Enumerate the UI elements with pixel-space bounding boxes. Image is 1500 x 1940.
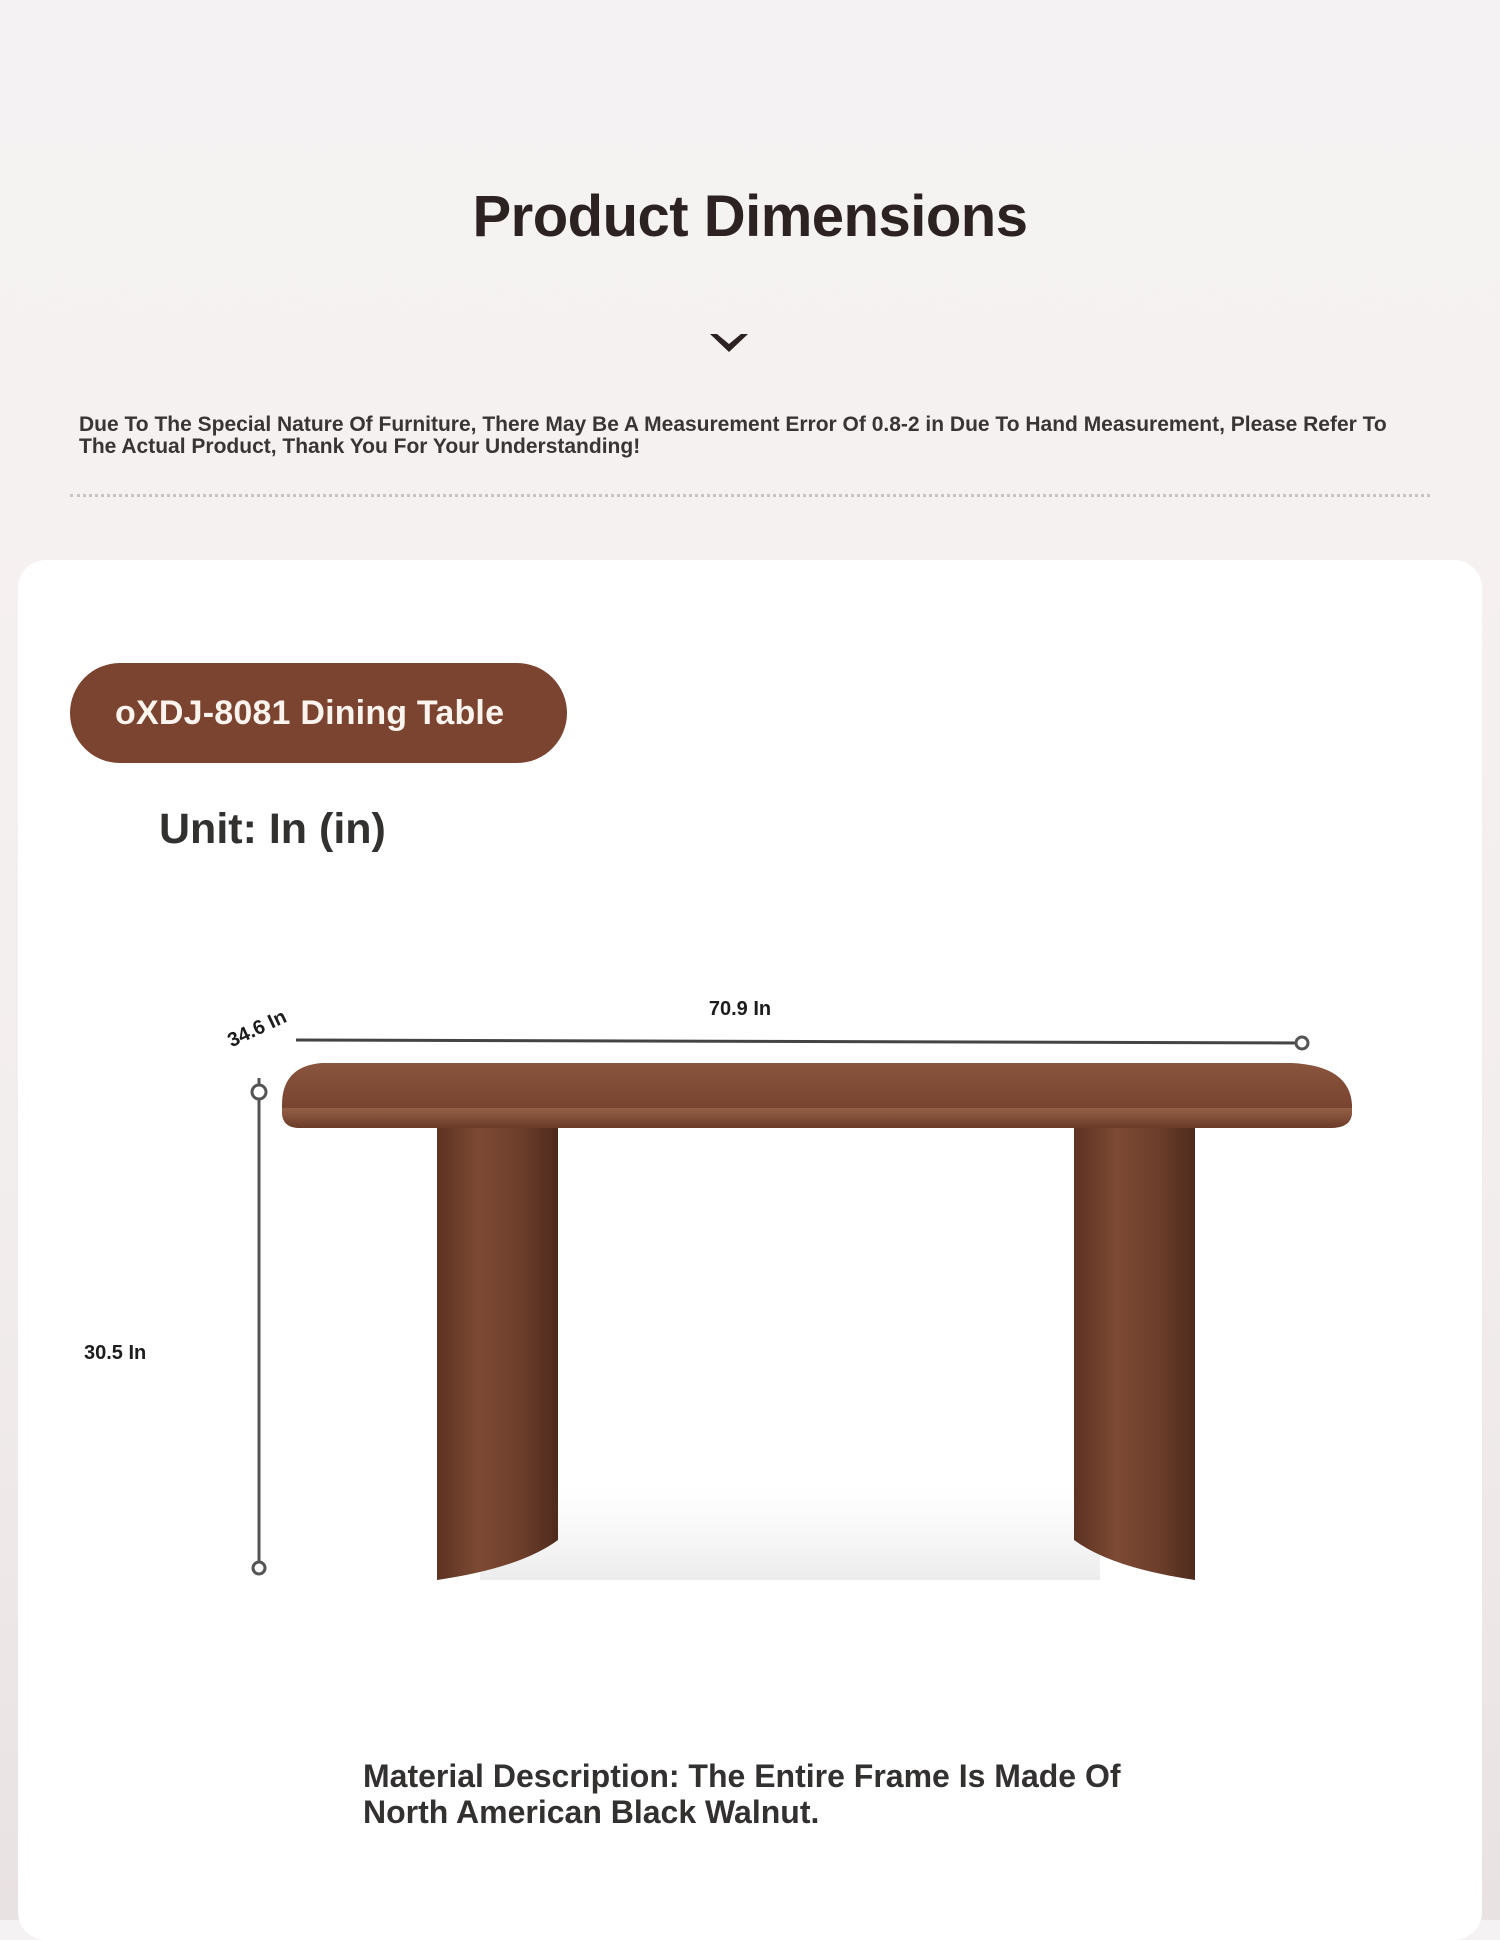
- depth-dimension-label: 34.6 In: [224, 1005, 291, 1053]
- table-dimension-diagram: [0, 960, 1500, 1620]
- product-name-badge: [70, 663, 567, 763]
- product-name-label: oXDJ-8081 Dining Table: [115, 693, 505, 732]
- width-dimension-label: 70.9 In: [708, 998, 772, 1020]
- table-top-edge: [282, 1108, 1352, 1128]
- width-dimension-line: [296, 1040, 1302, 1043]
- height-dimension-bottom: [253, 1562, 265, 1574]
- height-dimension-label: 30.5 In: [84, 1342, 147, 1364]
- height-dimension-top: [252, 1085, 266, 1099]
- page-title: Product Dimensions: [472, 184, 1028, 249]
- chevron-down-icon: [708, 330, 750, 356]
- width-dimension-end: [1296, 1037, 1308, 1049]
- material-description: Material Description: The Entire Frame Is Made Of North American Black Walnut.: [363, 1758, 1121, 1830]
- measurement-disclaimer: Due To The Special Nature Of Furniture, There May Be A Measurement Error Of 0.8-2 in Due To Hand Measurement, Please Refer To The Actual Product, Thank You For Your Understanding!: [79, 413, 1387, 458]
- floor-shadow: [480, 1484, 1100, 1580]
- table-leg-left: [437, 1125, 558, 1580]
- unit-label: Unit: In (in): [159, 805, 386, 853]
- table-leg-right: [1074, 1125, 1195, 1580]
- dotted-divider: [70, 494, 1430, 497]
